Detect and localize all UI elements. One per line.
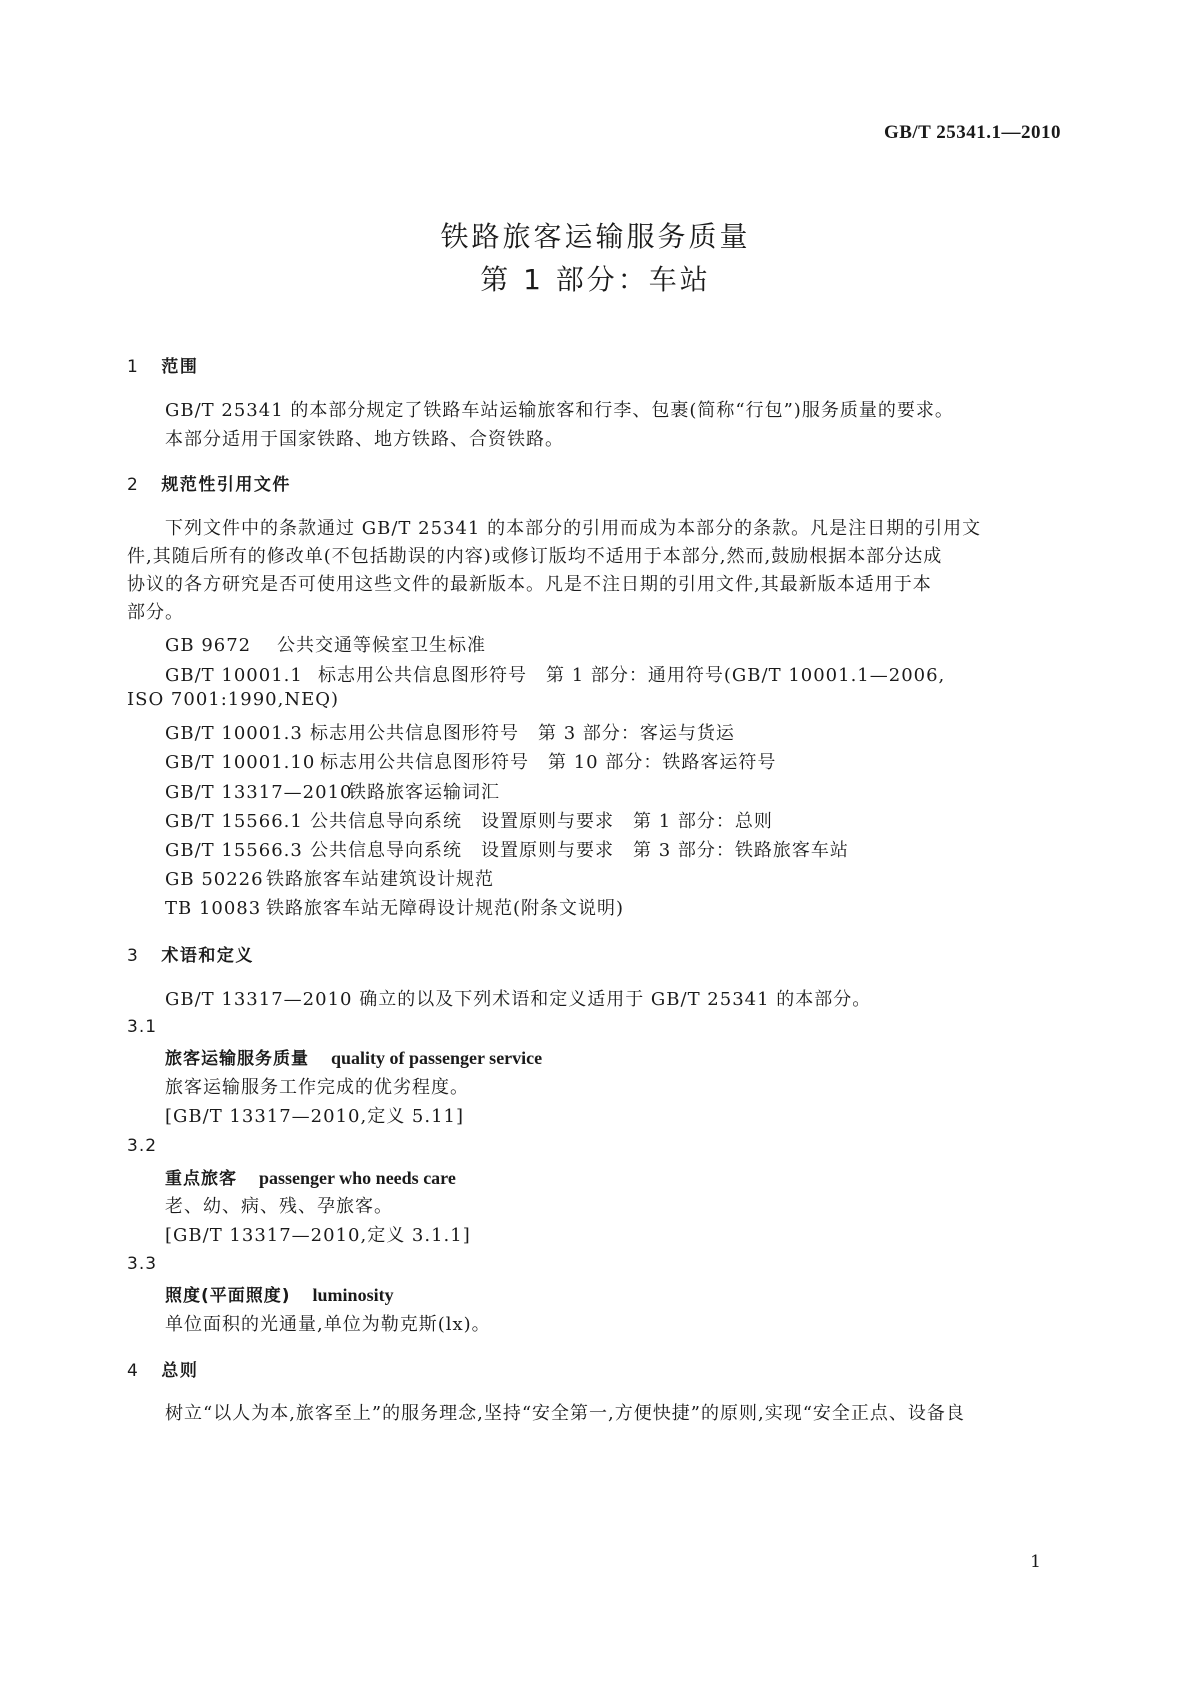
section-4-heading bbox=[127, 1356, 198, 1381]
term-number: 3.3 bbox=[127, 1254, 158, 1274]
term-english: quality of passenger service bbox=[331, 1048, 543, 1068]
document-subtitle: 第 1 部分：车站 bbox=[480, 263, 711, 296]
reference-code: GB/T 15566.3 bbox=[165, 840, 303, 861]
reference-title: 铁路旅客车站建筑设计规范 bbox=[266, 869, 494, 890]
s2-intro-line: 件,其随后所有的修改单(不包括勘误的内容)或修订版均不适用于本部分,然而,鼓励根据本部分达成 bbox=[127, 546, 943, 567]
term-number: 3.2 bbox=[127, 1136, 158, 1156]
section-title: 范围 bbox=[161, 357, 199, 377]
term-definition: 旅客运输服务工作完成的优劣程度。 bbox=[165, 1077, 469, 1098]
section-3-heading bbox=[127, 941, 254, 966]
section-title: 规范性引用文件 bbox=[161, 475, 291, 495]
page-number: 1 bbox=[1030, 1552, 1041, 1572]
reference-title: 公共信息导向系统 设置原则与要求 第 3 部分：铁路旅客车站 bbox=[310, 840, 849, 861]
reference-item bbox=[165, 865, 494, 891]
term-entry bbox=[165, 1164, 456, 1189]
reference-item bbox=[165, 807, 773, 833]
reference-continuation: ISO 7001:1990,NEQ) bbox=[127, 689, 339, 710]
term-entry bbox=[165, 1044, 542, 1069]
reference-item bbox=[165, 894, 624, 920]
reference-item bbox=[165, 836, 849, 862]
section-title: 术语和定义 bbox=[161, 946, 254, 966]
reference-title: 公共信息导向系统 设置原则与要求 第 1 部分：总则 bbox=[310, 811, 773, 832]
section-number: 1 bbox=[127, 357, 140, 377]
term-number: 3.1 bbox=[127, 1017, 158, 1037]
reference-title: 铁路旅客运输词汇 bbox=[348, 782, 500, 803]
section-number: 4 bbox=[127, 1361, 140, 1381]
s4-paragraph: 树立“以人为本,旅客至上”的服务理念,坚持“安全第一,方便快捷”的原则,实现“安全正点、设备良 bbox=[165, 1403, 965, 1424]
reference-code: TB 10083 bbox=[165, 898, 262, 919]
s1-paragraph: 本部分适用于国家铁路、地方铁路、合资铁路。 bbox=[165, 429, 564, 450]
reference-code: GB 9672 bbox=[165, 635, 252, 656]
term-source: [GB/T 13317—2010,定义 3.1.1] bbox=[165, 1225, 471, 1246]
standard-code: GB/T 25341.1—2010 bbox=[883, 122, 1061, 143]
s2-intro-line: 下列文件中的条款通过 GB/T 25341 的本部分的引用而成为本部分的条款。凡是注日期的引用文 bbox=[165, 518, 982, 539]
term-entry bbox=[165, 1281, 394, 1306]
term-chinese: 重点旅客 bbox=[165, 1169, 237, 1189]
reference-code: GB/T 10001.3 bbox=[165, 723, 303, 744]
section-title: 总则 bbox=[161, 1361, 199, 1381]
reference-item bbox=[165, 631, 486, 657]
s2-intro-line: 部分。 bbox=[127, 602, 184, 623]
term-definition: 老、幼、病、残、孕旅客。 bbox=[165, 1196, 393, 1217]
term-source: [GB/T 13317—2010,定义 5.11] bbox=[165, 1106, 465, 1127]
term-definition: 单位面积的光通量,单位为勒克斯(lx)。 bbox=[165, 1314, 491, 1335]
reference-item bbox=[165, 748, 776, 774]
reference-title: 标志用公共信息图形符号 第 1 部分：通用符号(GB/T 10001.1—2006, bbox=[318, 665, 946, 686]
reference-title: 铁路旅客车站无障碍设计规范(附条文说明) bbox=[266, 898, 625, 919]
section-number: 2 bbox=[127, 475, 140, 495]
section-2-heading bbox=[127, 470, 291, 495]
term-chinese: 旅客运输服务质量 bbox=[165, 1049, 309, 1069]
reference-code: GB/T 10001.1 bbox=[165, 665, 303, 686]
term-chinese: 照度(平面照度) bbox=[165, 1286, 291, 1306]
reference-title: 公共交通等候室卫生标准 bbox=[277, 635, 486, 656]
reference-code: GB/T 15566.1 bbox=[165, 811, 303, 832]
s1-paragraph: GB/T 25341 的本部分规定了铁路车站运输旅客和行李、包裹(简称“行包”)服务质量的要求。 bbox=[165, 400, 954, 421]
reference-code: GB/T 13317—2010 bbox=[165, 782, 353, 803]
document-title: 铁路旅客运输服务质量 bbox=[440, 220, 751, 253]
reference-title: 标志用公共信息图形符号 第 3 部分：客运与货运 bbox=[310, 723, 735, 744]
reference-code: GB/T 10001.10 bbox=[165, 752, 316, 773]
term-english: passenger who needs care bbox=[259, 1168, 456, 1188]
reference-title: 标志用公共信息图形符号 第 10 部分：铁路客运符号 bbox=[320, 752, 777, 773]
reference-item bbox=[165, 661, 945, 687]
section-1-heading bbox=[127, 352, 198, 377]
term-english: luminosity bbox=[312, 1285, 394, 1305]
reference-code: GB 50226 bbox=[165, 869, 264, 890]
reference-item bbox=[165, 719, 735, 745]
reference-item bbox=[165, 778, 500, 804]
s3-intro: GB/T 13317—2010 确立的以及下列术语和定义适用于 GB/T 25341 的本部分。 bbox=[165, 989, 872, 1010]
section-number: 3 bbox=[127, 946, 140, 966]
s2-intro-line: 协议的各方研究是否可使用这些文件的最新版本。凡是不注日期的引用文件,其最新版本适用于本 bbox=[127, 574, 932, 595]
